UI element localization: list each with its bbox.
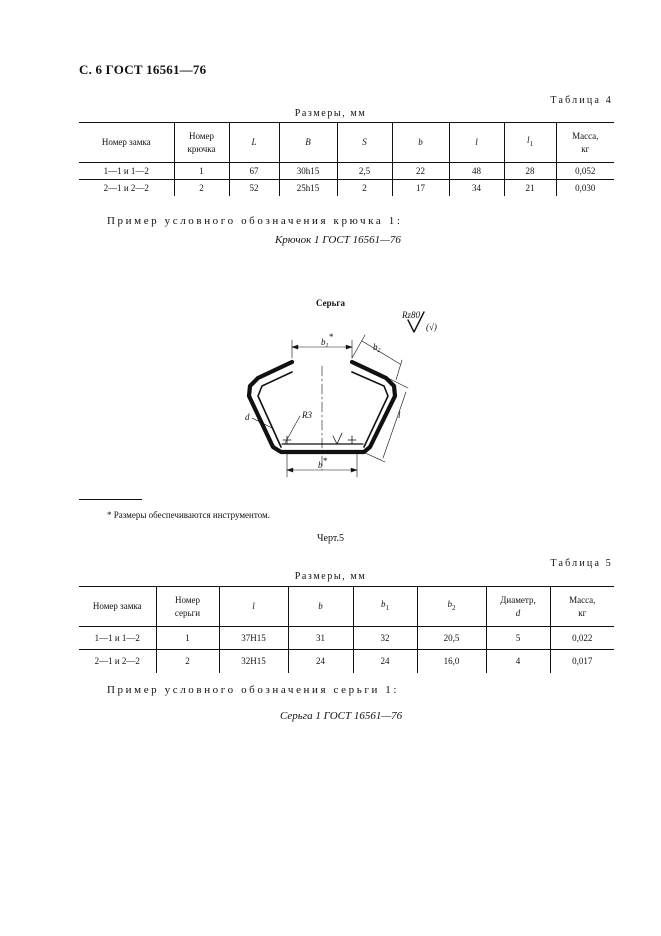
th-hook-number: Номер крючка (174, 123, 229, 163)
table-row: 1—1 и 1—2 1 67 30h15 2,5 22 48 28 0,052 (79, 163, 614, 180)
dim-r3-label: R3 (302, 410, 312, 420)
table-row: 1—1 и 1—2 1 37H15 31 32 20,5 5 0,022 (79, 627, 614, 650)
th-b2: $b_2$ (417, 587, 486, 627)
figure-title: Серьга (316, 298, 345, 308)
footnote-rule (79, 499, 142, 500)
dim-b1-label: $b_1*$ (321, 332, 333, 349)
th-b1: $b_1$ (353, 587, 417, 627)
example2-code: Серьга 1 ГОСТ 16561—76 (280, 710, 403, 722)
footnote: * Размеры обеспечиваются инструментом. (107, 510, 270, 520)
roughness-paren: (√) (426, 322, 437, 332)
dim-b-label: b* (318, 456, 327, 470)
th-earring-number: Номер серьги (156, 587, 219, 627)
th-l: l (219, 587, 288, 627)
th-mass: Масса, кг (556, 123, 614, 163)
roughness-label: Rz80 (402, 310, 420, 320)
table4-units: Размеры, мм (294, 108, 367, 119)
table5 (79, 586, 614, 673)
th-L: L (229, 123, 279, 163)
example2-lead: Пример условного обозначения серьги 1: (107, 684, 400, 696)
table-row: 2—1 и 2—2 2 52 25h15 2 17 34 21 0,030 (79, 180, 614, 197)
dim-l-label: l (398, 410, 401, 420)
th-diameter: Диаметр, d (486, 587, 550, 627)
table4-caption: Таблица 4 (550, 95, 613, 106)
dim-b2-label: $b_2$ (373, 342, 381, 354)
th-b: b (288, 587, 353, 627)
example1-lead: Пример условного обозначения крючка 1: (107, 215, 403, 227)
figure-caption: Черт.5 (317, 533, 344, 544)
th-l1: $l_1$ (504, 123, 556, 163)
page-header: С. 6 ГОСТ 16561—76 (79, 62, 207, 77)
example1-code: Крючок 1 ГОСТ 16561—76 (275, 234, 401, 246)
table-row: 2—1 и 2—2 2 32H15 24 24 16,0 4 0,017 (79, 650, 614, 673)
th-b: b (392, 123, 449, 163)
th-l: l (449, 123, 504, 163)
th-lock-number: Номер замка (101, 137, 151, 147)
th-S: S (337, 123, 392, 163)
table5-caption: Таблица 5 (550, 558, 613, 569)
th-mass: Масса, кг (550, 587, 614, 627)
dim-d-label: d (245, 412, 250, 422)
th-B: B (279, 123, 337, 163)
th-lock-number: Номер замка (92, 601, 142, 611)
table5-units: Размеры, мм (294, 571, 367, 582)
